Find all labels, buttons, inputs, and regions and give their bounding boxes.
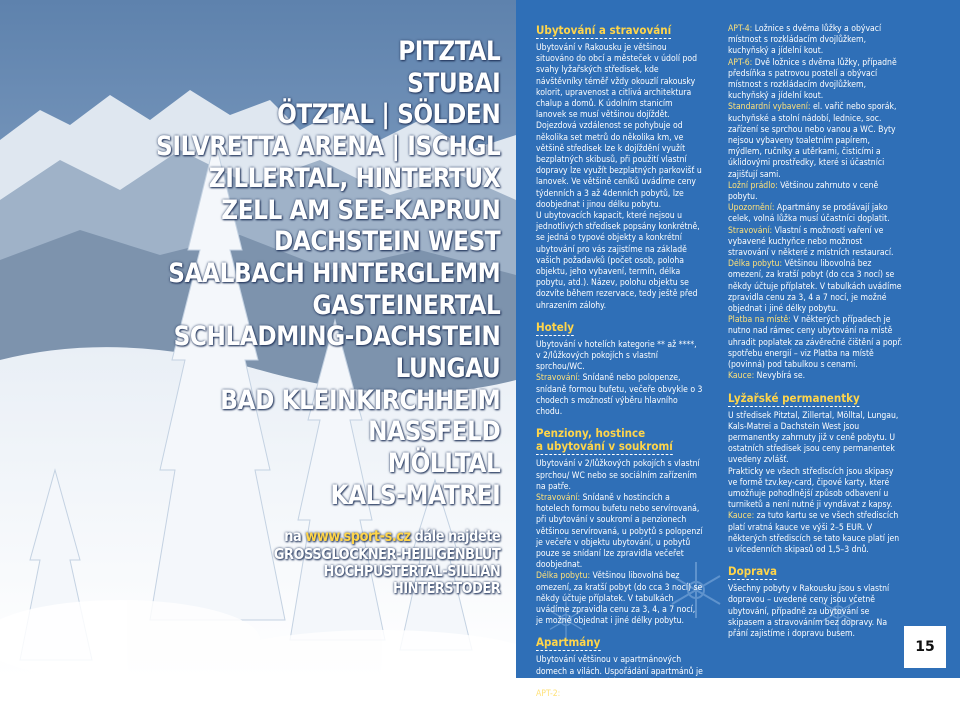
paragraph [536,493,703,571]
label: APT-4: [728,24,753,34]
label: Stravování: [536,492,581,503]
paragraph [728,511,903,556]
label: Platba na místě: [728,315,791,326]
text: Nevybírá se. [754,371,806,382]
heading-permanentky: Lyžařské permanentky [728,390,860,405]
resort-name: NASSFELD [367,416,500,448]
paragraph [728,24,903,58]
heading-ubytovani: Ubytování a stravování [536,23,672,37]
paragraph [728,226,903,260]
text: el. vařič nebo sporák, kuchyňské a stolní nádobí, lednice, soc. zařízení se sprchou nebo vanou a WC. Byty nejsou vybaveny toaletním papírem, mýdlem, ručníky a utěrkami, čisticími a úklidovými prostředky, které si účastníci zajišťují sami. [728,102,897,180]
resort-name: ZELL AM SEE-KAPRUN [220,194,500,226]
website-line [156,527,500,546]
label: Délka pobytu: [536,571,591,582]
text: Jedna obývací místnost se dvěma lůžky, kuchyňským a jídelním koutem. [536,688,693,711]
resort-name: STUBAI [406,67,500,99]
paragraph [536,571,703,627]
heading-penziony [536,427,673,455]
label: APT-2: [536,688,561,699]
label: Upozornění: [728,203,775,214]
paragraph [536,373,703,418]
resort-name: SCHLADMING-DACHSTEIN [173,321,500,353]
text-column-left [536,24,703,711]
paragraph [728,102,903,180]
paragraph: Prakticky ve všech střediscích jsou skipasy ve formě tzv.key-card, čipové karty, které umožňuje pohodlnější způsob odbavení u turniketů a není nutné ji vyndávat z kapsy. [728,466,894,511]
paragraph [536,689,703,711]
paragraph: Ubytování většinou v apartmánových domech a vilách. Uspořádání apartmánů je zpravidla následující: [536,655,703,688]
more-resort: GROSSGLOCKNER-HEILIGENBLUT [273,544,500,563]
paragraph: U ubytovacích kapacit, které nejsou u jednotlivých středisek popsány konkrétně, se jedná o typové objekty a konkrétní ubytování pro vás zajistíme na základě vašich požadavků (počet osob, poloha objektu, jeho vybavení, termín, délka pobytu, atd.). Název, polohu objektu se dozvíte během rezervace, tedy ještě před uhrazením zálohy. [536,211,700,311]
label: Kauce: [728,371,755,382]
text-column-right [728,24,903,640]
resort-name: BAD KLEINKIRCHHEIM [219,384,500,416]
text: V některých případech je nutno nad rámec ceny ubytování na místě uhradit poplatek za závěrečné čištění a popř. spotřebu energií – viz Platba na místě (povinná) pod tabulkou s cenami. [728,315,903,371]
resort-name: SILVRETTA ARENA | ISCHGL [155,131,500,163]
resort-name: ÖTZTAL | SÖLDEN [276,99,500,131]
heading-line: a ubytování v soukromí [536,439,673,454]
resort-name: LUNGAU [395,353,500,385]
label: Kauce: [728,511,755,522]
text: Vlastní s možností vaření ve vybavené kuchyňce nebo možnost stravování v některé z místních restaurací. [728,225,894,259]
heading-hotely: Hotely [536,319,575,334]
label: Stravování: [536,373,581,384]
web-prefix: na [283,526,306,545]
text: za tuto kartu se ve všech střediscích platí vratná kauce ve výši 2–5 EUR. V některých střediscích se tato kauce platí jen u vícedenních skipasů od 1,5–3 dnů. [728,511,900,555]
text: Většinou zahrnuto v ceně pobytu. [728,180,879,203]
heading-apartmany: Apartmány [536,635,601,650]
heading-doprava: Doprava [728,564,777,579]
paragraph [728,259,903,315]
resort-name: MÖLLTAL [387,448,500,480]
resort-name: DACHSTEIN WEST [273,226,500,258]
resort-name: KALS-MATREI [330,479,500,511]
text: Snídaně nebo polopenze, snídaně formou bufetu, večeře obvykle o 3 chodech s možností výběru hlavního chodu. [536,373,703,418]
label: Délka pobytu: [728,259,783,270]
web-suffix: dále najdete [410,526,500,545]
text: Většinou libovolná bez omezení, za kratší pobyt (do cca 3 nocí) se někdy účtuje příplatek. V tabulkách uvádíme zpravidla cenu za 3, 4, a 7 nocí, je možné objednat i jiné délky pobytu. [536,571,703,627]
resort-name: SAALBACH HINTERGLEMM [167,257,500,289]
more-resort: HOCHPUSTERTAL-SILLIAN [323,561,500,580]
paragraph: Ubytování v Rakousku je většinou situováno do obcí a městeček v údolí pod svahy lyžařských středisek, kde návštěvníky téměř vždy okouzlí rakousky kolorit, upravenost a citlivá architektura chalup a domů. K údolním stanicím lanovek se musí většinou dojíždět. Dojezdová vzdálenost se pohybuje od několika set metrů do několika km, ve většině středisek lze k dojíždění využít bezplatných skibusů, při použití vlastní dopravy lze využít bezplatných parkovišť u lanovek. Ve většině ceníků uvádíme ceny týdenních a 3 až 4denních pobytů, lze doobjednat i jinou délku pobytu. [536,43,702,210]
paragraph: Všechny pobyty v Rakousku jsou s vlastní dopravou – uvedené ceny jsou včetně ubytování, případně za ubytování se skipasem a stravováním bez dopravy. Na přání zajistíme i dopravu busem. [728,584,890,639]
paragraph: U středisek Pitztal, Zillertal, Mölltal, Lungau, Kals-Matrei a Dachstein West jsou permanentky zahrnuty již v ceně pobytu. U ostatních středisek jsou ceny permanentek uvedeny zvlášť. [728,410,899,466]
paragraph [728,371,903,382]
resort-name: PITZTAL [397,36,500,67]
resort-name: GASTEINERTAL [312,289,500,321]
label: Ložní prádlo: [728,180,778,191]
text: Většinou libovolná bez omezení, za kratší pobyt (do cca 3 nocí) se někdy účtuje příplatek. V tabulkách uvádíme zpravidla cenu za 3, 4 a 7 nocí, je možné objednat i jiné délky pobytu. [728,259,902,315]
page-number: 15 [904,626,946,668]
text: Apartmány se prodávají jako celek, volná lůžka musí účastníci doplatit. [728,203,890,225]
info-panel [516,0,960,711]
label: Stravování: [728,225,773,236]
website-link[interactable]: www.sport-s.cz [305,526,411,545]
paragraph [728,315,903,371]
paragraph [728,181,903,203]
paragraph: Ubytování v 2/lůžkových pokojích s vlastní sprchou/ WC nebo se sociálním zařízením na patře. [536,459,700,492]
resort-list [156,36,500,597]
paragraph [728,203,903,225]
label: APT-6: [728,57,753,68]
paragraph: Ubytování v hotelích kategorie ** až ****, v 2/lůžkových pokojích s vlastní sprchou/WC. [536,339,697,373]
text: Dvě ložnice s dvěma lůžky, případně předsíňka s patrovou postelí a obývací místnost s rozkládacím dvojlůžkem, kuchyňský a jídelní kout. [728,57,897,102]
heading-line: Penziony, hostince [536,426,646,441]
resort-name: ZILLERTAL, HINTERTUX [208,162,500,194]
label: Standardní vybavení: [728,102,811,113]
more-resort: HINTERSTODER [392,578,500,597]
text: Ložnice s dvěma lůžky a obývací místnost s rozkládacím dvojlůžkem, kuchyňský a jídelní kout. [728,24,882,57]
text: Snídaně v hostincích a hotelech formou bufetu nebo servírovaná, při ubytování v soukromí a penzionech většinou servírovaná, u pobytů s polopenzí je večeře v objektu ubytování, u pobytů pouze se snídaní lze zpravidla večeřet doobjednat. [536,492,703,571]
paragraph [728,58,903,103]
